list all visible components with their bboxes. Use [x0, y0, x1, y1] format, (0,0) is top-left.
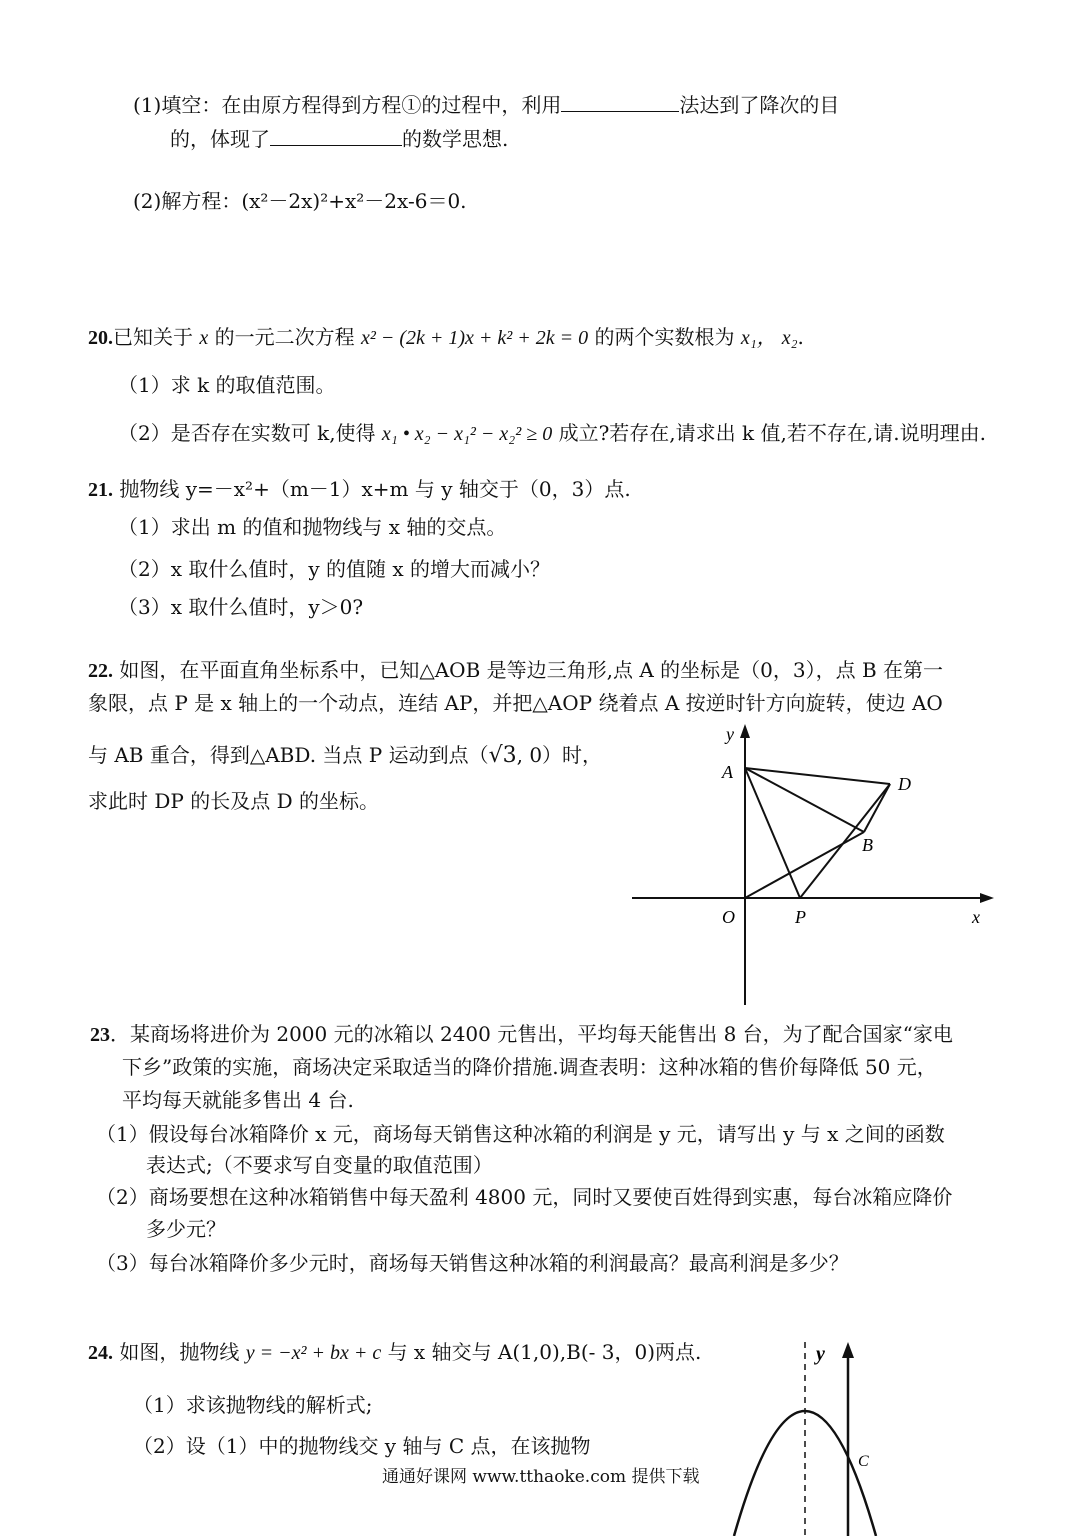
q22-line3-sqrt: √3: [488, 743, 517, 768]
q23-part1-a: （1）假设每台冰箱降价 x 元，商场每天销售这种冰箱的利润是 y 元，请写出 y 与 x 之间的函数: [96, 1122, 945, 1146]
q24-figure: [730, 1340, 910, 1536]
q24-part1: （1）求该抛物线的解析式;: [133, 1393, 373, 1417]
q20-stem: [88, 324, 804, 351]
q20-stem-a: 已知关于: [113, 325, 193, 349]
q20-part2: [118, 420, 986, 447]
q20-roots: x₁， x₂: [740, 327, 798, 349]
q23-part2-a: （2）商场要想在这种冰箱销售中每天盈利 4800 元，同时又要使百姓得到实惠，每台冰箱应降价: [96, 1185, 953, 1209]
q20-stem-d: .: [797, 325, 804, 349]
q21-number: 21.: [88, 479, 113, 501]
q20-equation: x² − (2k + 1)x + k² + 2k = 0: [360, 327, 589, 349]
q24-stem-a: 如图，抛物线: [119, 1340, 240, 1364]
q21-part3: （3）x 取什么值时，y＞0?: [118, 595, 364, 619]
q24-equation: y = −x² + bx + c: [245, 1342, 382, 1364]
q24-label-C: C: [858, 1453, 869, 1470]
q22-line4: 求此时 DP 的长及点 D 的坐标。: [88, 789, 379, 813]
q23-part3: （3）每台冰箱降价多少元时，商场每天销售这种冰箱的利润最高？最高利润是多少？: [96, 1251, 849, 1275]
q21-stem-text: 抛物线 y=－x²+（m－1）x+m 与 y 轴交于（0，3）点.: [119, 477, 631, 501]
q22-line3-b: , 0）时，: [516, 743, 603, 767]
q22-segment-OB: [745, 832, 864, 898]
q23-part2-b: 多少元？: [146, 1217, 226, 1241]
q24-parabola: [734, 1411, 876, 1536]
q20-part2-a: （2）是否存在实数可 k,使得: [118, 421, 376, 445]
q19-part1-text-b: 法达到了降次的目: [679, 93, 840, 117]
q22-label-P: P: [795, 907, 806, 927]
q20-part1: （1）求 k 的取值范围。: [118, 373, 336, 397]
q21-part2: （2）x 取什么值时，y 的值随 x 的增大而减小？: [118, 557, 551, 581]
q24-number: 24.: [88, 1342, 113, 1364]
q21-stem: [88, 476, 631, 503]
q22-figure: [628, 720, 1008, 1010]
q22-line1: [88, 657, 943, 684]
q24-stem: [88, 1339, 701, 1366]
q19-blank-1: [561, 93, 679, 112]
q23-line1: [90, 1021, 953, 1048]
q19-part1-line2: [170, 126, 508, 152]
q22-segment-DB: [864, 784, 890, 832]
q19-blank-2: [270, 127, 402, 146]
q23-line1-text: ．某商场将进价为 2000 元的冰箱以 2400 元售出，平均每天能售出 8 台，为了配合国家“家电: [110, 1022, 953, 1046]
q22-segment-AB: [745, 768, 864, 832]
q19-part2: (2)解方程：(x²－2x)²+x²－2x-6＝0.: [133, 189, 467, 213]
q23-number: 23: [90, 1024, 110, 1046]
q22-x-axis-arrow: [980, 893, 994, 903]
q20-stem-b: 的一元二次方程: [214, 325, 355, 349]
q20-var-x: x: [199, 327, 209, 349]
q23-part1-b: 表达式;（不要求写自变量的取值范围）: [146, 1153, 493, 1177]
q20-part2-b: 成立?若存在,请求出 k 值,若不存在,请.说明理由.: [558, 421, 986, 445]
q22-label-O: O: [722, 907, 735, 927]
q24-y-axis-arrow: [842, 1342, 854, 1358]
q19-part1-text-a: (1)填空：在由原方程得到方程①的过程中，利用: [133, 93, 562, 117]
q22-line3-a: 与 AB 重合，得到△ABD. 当点 P 运动到点（: [88, 743, 489, 767]
q22-label-B: B: [862, 835, 873, 855]
q22-line1-text: 如图，在平面直角坐标系中，已知△AOB 是等边三角形,点 A 的坐标是（0，3），点 B 在第一: [119, 658, 944, 682]
q22-label-x: x: [972, 907, 980, 927]
q22-number: 22.: [88, 660, 113, 682]
q23-line2: 下乡”政策的实施，商场决定采取适当的降价措施.调查表明：这种冰箱的售价每降低 50 元，: [122, 1055, 937, 1079]
q22-label-D: D: [898, 774, 911, 794]
q20-number: 20.: [88, 327, 113, 349]
q22-segment-DP: [800, 784, 890, 898]
q20-part2-expr: x₁ • x₂ − x₁² − x₂² ≥ 0: [381, 423, 553, 445]
q20-stem-c: 的两个实数根为: [594, 325, 735, 349]
q19-part1-line1: [133, 92, 839, 118]
q22-label-y: y: [726, 724, 734, 744]
q23-line3: 平均每天就能多售出 4 台.: [122, 1088, 354, 1112]
q22-line3: [88, 742, 602, 769]
q24-part2: （2）设（1）中的抛物线交 y 轴与 C 点，在该抛物: [133, 1434, 591, 1458]
q22-y-axis-arrow: [740, 724, 750, 738]
q19-part1-text-d: 的数学思想.: [402, 127, 509, 151]
q24-label-y: y: [816, 1343, 825, 1365]
q21-part1: （1）求出 m 的值和抛物线与 x 轴的交点。: [118, 515, 507, 539]
footer-source: 通通好课网 www.tthaoke.com 提供下载: [382, 1467, 700, 1487]
q22-label-A: A: [722, 762, 733, 782]
q22-line2: 象限，点 P 是 x 轴上的一个动点，连结 AP，并把△AOP 绕着点 A 按逆时针方向旋转，使边 AO: [88, 691, 943, 715]
q24-stem-b: 与 x 轴交与 A(1,0),B(- 3，0)两点.: [387, 1340, 702, 1364]
q22-segment-AP: [745, 768, 800, 898]
q19-part1-text-c: 的，体现了: [170, 127, 270, 151]
q22-segment-AD: [745, 768, 890, 784]
